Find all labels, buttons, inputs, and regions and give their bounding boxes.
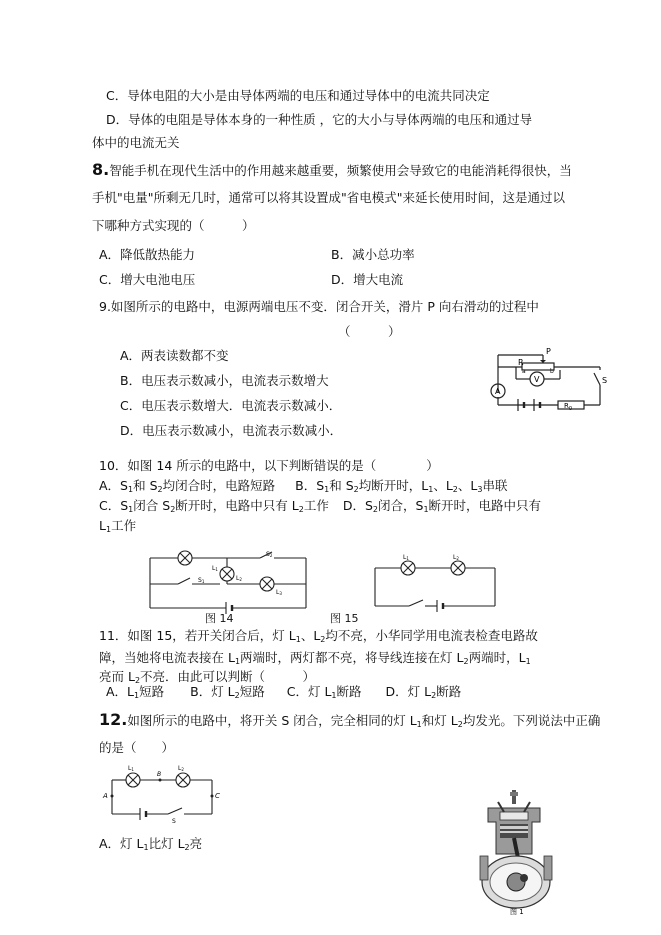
fig15-caption: 图 15 bbox=[330, 612, 359, 625]
q12-line1: 12.如图所示的电路中，将开关 S 闭合，完全相同的灯 $L_1$和灯 $L_2$均发光。下列说法中正确 bbox=[99, 710, 601, 729]
q12-circuit-diagram bbox=[100, 766, 224, 824]
q9-label-r: R bbox=[518, 358, 524, 367]
engine-illustration bbox=[480, 790, 552, 908]
q7-option-d-line1: D．导体的电阻是导体本身的一种性质 ，它的大小与导体两端的电压和通过导 bbox=[106, 112, 533, 127]
q12-label-c: C bbox=[215, 792, 220, 800]
q9-line1: 9.如图所示的电路中，电源两端电压不变．闭合开关，滑片 P 向右滑动的过程中 bbox=[99, 299, 539, 314]
q8-option-c: C．增大电池电压 bbox=[99, 272, 196, 287]
fig15-circuit bbox=[373, 556, 497, 612]
q11-option-c: C．灯 $L_1$断路 bbox=[286, 684, 362, 700]
q12-option-a: A．灯 $L_1$比灯 $L_2$亮 bbox=[99, 836, 203, 852]
fig14-label-l1: L1 bbox=[212, 565, 218, 572]
fig14-circuit bbox=[148, 548, 308, 618]
q9-option-a: A．两表读数都不变 bbox=[120, 348, 229, 363]
q12-line2: 的是（ ） bbox=[99, 740, 175, 755]
q11-line2: 障，当她将电流表接在 $L_1$两端时，两灯都不亮，将导线连接在灯 $L_2$两端时，$L_1$ bbox=[99, 650, 531, 666]
q12-label-s: S bbox=[172, 818, 176, 825]
q12-label-a: A bbox=[103, 792, 108, 800]
q8-line3: 下哪种方式实现的（ ） bbox=[92, 218, 255, 233]
q9-label-r0: $R_0$ bbox=[564, 402, 573, 412]
q8-option-a: A．降低散热能力 bbox=[99, 247, 196, 262]
q9-option-b: B．电压表示数减小，电流表示数增大 bbox=[120, 373, 329, 388]
q11-option-a: A．$L_1$短路 bbox=[106, 684, 165, 700]
q9-label-s: S bbox=[602, 376, 608, 385]
q11-line3: 亮而 $L_2$不亮．由此可以判断（ ） bbox=[99, 669, 316, 685]
fig14-label-l2: L2 bbox=[236, 575, 242, 582]
q11-line1: 11．如图 15，若开关闭合后，灯 $L_1$、$L_2$均不亮，小华同学用电流表检查电路故 bbox=[99, 628, 538, 644]
q9-label-a: a bbox=[522, 368, 526, 375]
q12-label-l2: L2 bbox=[178, 765, 184, 772]
q9-option-d: D．电压表示数减小，电流表示数减小． bbox=[120, 423, 343, 438]
q12-label-l1: L1 bbox=[128, 765, 134, 772]
q12-number: 12. bbox=[99, 710, 128, 729]
q10-options-ab: A．$S_1$和 $S_2$均闭合时，电路短路 B．$S_1$和 $S_2$均断开时，$L_1$、$L_2$、$L_3$串联 bbox=[99, 478, 508, 494]
q8-option-b: B．减小总功率 bbox=[331, 247, 415, 262]
q10-options-cd: C．$S_1$闭合 $S_2$断开时，电路中只有 $L_2$工作 D．$S_2$闭合，$S_1$断开时，电路中只有 bbox=[99, 498, 542, 514]
engine-caption: 图 1 bbox=[510, 908, 524, 916]
q10-line1: 10．如图 14 所示的电路中，以下判断错误的是（ ） bbox=[99, 458, 439, 473]
q9-ammeter-label: A bbox=[495, 387, 501, 396]
q11-option-b: B．灯 $L_2$短路 bbox=[190, 684, 265, 700]
q8-line1 bbox=[92, 160, 572, 179]
fig14-label-s1: S1 bbox=[198, 577, 205, 584]
q12-label-b: B bbox=[157, 771, 162, 778]
q9-voltmeter-label: V bbox=[534, 375, 540, 384]
q8-number: 8. bbox=[92, 160, 110, 179]
q9-circuit-diagram bbox=[488, 345, 608, 415]
q10-option-d-line2: $L_1$工作 bbox=[99, 518, 137, 534]
q9-option-c: C．电压表示数增大．电流表示数减小． bbox=[120, 398, 342, 413]
fig15-label-l2: L2 bbox=[453, 554, 459, 561]
fig14-label-s2: S2 bbox=[266, 551, 273, 558]
q8-line2: 手机"电量"所剩无几时，通常可以将其设置成"省电模式"来延长使用时间，这是通过以 bbox=[92, 190, 565, 205]
q9-label-p: P bbox=[546, 347, 551, 356]
engine-cross-section-image bbox=[470, 790, 560, 915]
q9-label-b: b bbox=[550, 368, 554, 375]
q9-answer-blank: （ ） bbox=[338, 324, 401, 339]
q8-stem: 智能手机在现代生活中的作用越来越重要，频繁使用会导致它的电能消耗得很快，当 bbox=[109, 163, 572, 178]
fig14-label-l3: L3 bbox=[276, 589, 282, 596]
q7-option-d-line2: 体中的电流无关 bbox=[92, 135, 180, 150]
q11-option-d: D．灯 $L_2$断路 bbox=[385, 684, 462, 700]
fig15-label-l1: L1 bbox=[403, 554, 409, 561]
q8-option-d: D．增大电流 bbox=[331, 272, 404, 287]
q11-options bbox=[106, 684, 461, 701]
fig14-caption: 图 14 bbox=[205, 612, 234, 625]
q7-option-c: C．导体电阻的大小是由导体两端的电压和通过导体中的电流共同决定 bbox=[106, 88, 490, 103]
